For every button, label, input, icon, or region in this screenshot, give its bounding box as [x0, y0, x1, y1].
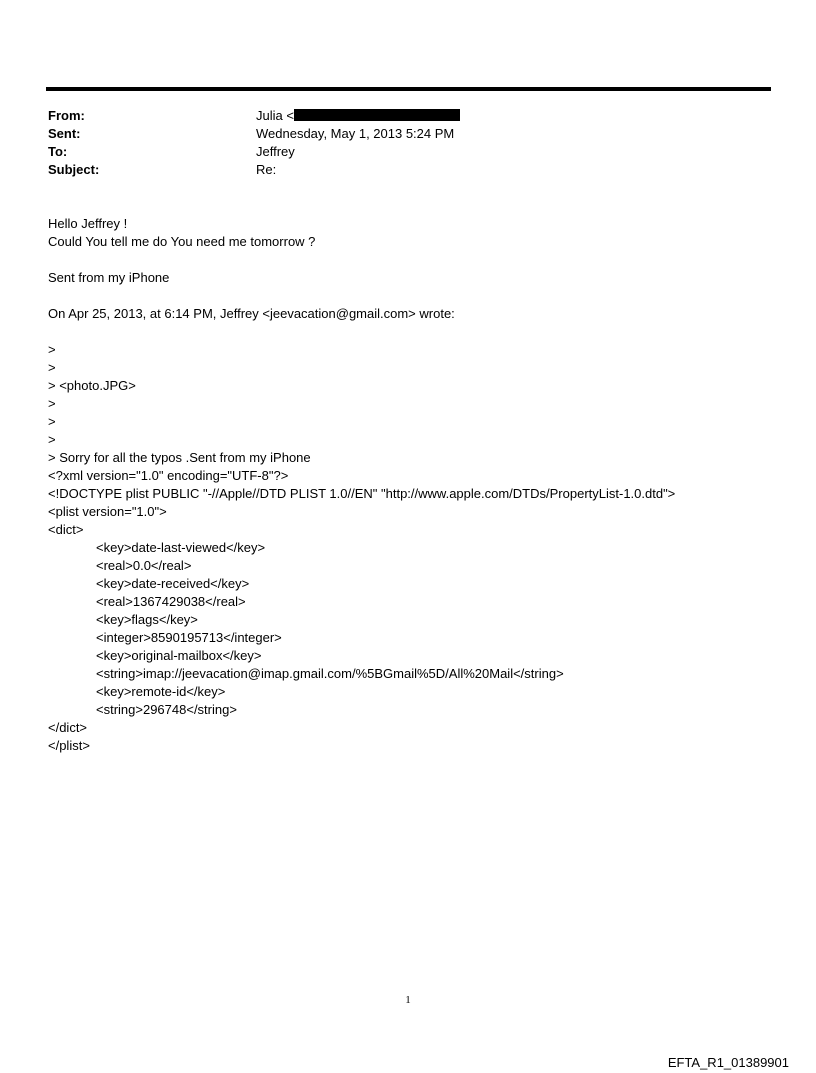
- plist-entry-line: <key>flags</key>: [96, 612, 198, 627]
- doctype-line: <!DOCTYPE plist PUBLIC "-//Apple//DTD PLIST 1.0//EN" "http://www.apple.com/DTDs/PropertyList-1.0.dtd">: [48, 486, 676, 501]
- plist-entry-line: <string>imap://jeevacation@imap.gmail.com/%5BGmail%5D/All%20Mail</string>: [96, 666, 564, 681]
- bates-number: EFTA_R1_01389901: [667, 1055, 789, 1070]
- quote-attachment-line: > <photo.JPG>: [48, 378, 136, 393]
- plist-entry-line: <string>296748</string>: [96, 702, 237, 717]
- redaction-block: [294, 109, 460, 121]
- plist-entry-line: <key>remote-id</key>: [96, 684, 226, 699]
- to-label: To:: [48, 144, 68, 159]
- from-value: [256, 107, 460, 125]
- quote-line: >: [48, 396, 56, 411]
- quote-line: >: [48, 414, 56, 429]
- plist-entry-line: <integer>8590195713</integer>: [96, 630, 282, 645]
- question-line: Could You tell me do You need me tomorrow ?: [48, 234, 316, 249]
- page-number: 1: [405, 994, 411, 1006]
- dict-close-line: </dict>: [48, 720, 88, 735]
- header-divider: [46, 87, 771, 91]
- plist-close-line: </plist>: [48, 738, 90, 753]
- from-sender: Julia <: [256, 108, 294, 123]
- quote-line: >: [48, 432, 56, 447]
- quote-line: >: [48, 360, 56, 375]
- plist-entry-line: <key>date-received</key>: [96, 576, 250, 591]
- xml-declaration-line: <?xml version="1.0" encoding="UTF-8"?>: [48, 468, 289, 483]
- to-value: Jeffrey: [256, 144, 295, 159]
- dict-open-line: <dict>: [48, 522, 84, 537]
- from-label: From:: [48, 108, 85, 123]
- greeting-line: Hello Jeffrey !: [48, 216, 128, 231]
- plist-open-line: <plist version="1.0">: [48, 504, 167, 519]
- signature-line: Sent from my iPhone: [48, 270, 170, 285]
- plist-entry-line: <key>date-last-viewed</key>: [96, 540, 266, 555]
- plist-entry-line: <key>original-mailbox</key>: [96, 648, 262, 663]
- sent-label: Sent:: [48, 126, 81, 141]
- quote-line: >: [48, 342, 56, 357]
- sent-value: Wednesday, May 1, 2013 5:24 PM: [256, 126, 455, 141]
- quote-header-line: On Apr 25, 2013, at 6:14 PM, Jeffrey <jeevacation@gmail.com> wrote:: [48, 306, 455, 321]
- subject-label: Subject:: [48, 162, 100, 177]
- plist-entry-line: <real>1367429038</real>: [96, 594, 246, 609]
- quote-signature-line: > Sorry for all the typos .Sent from my iPhone: [48, 450, 311, 465]
- plist-entry-line: <real>0.0</real>: [96, 558, 192, 573]
- subject-value: Re:: [256, 162, 277, 177]
